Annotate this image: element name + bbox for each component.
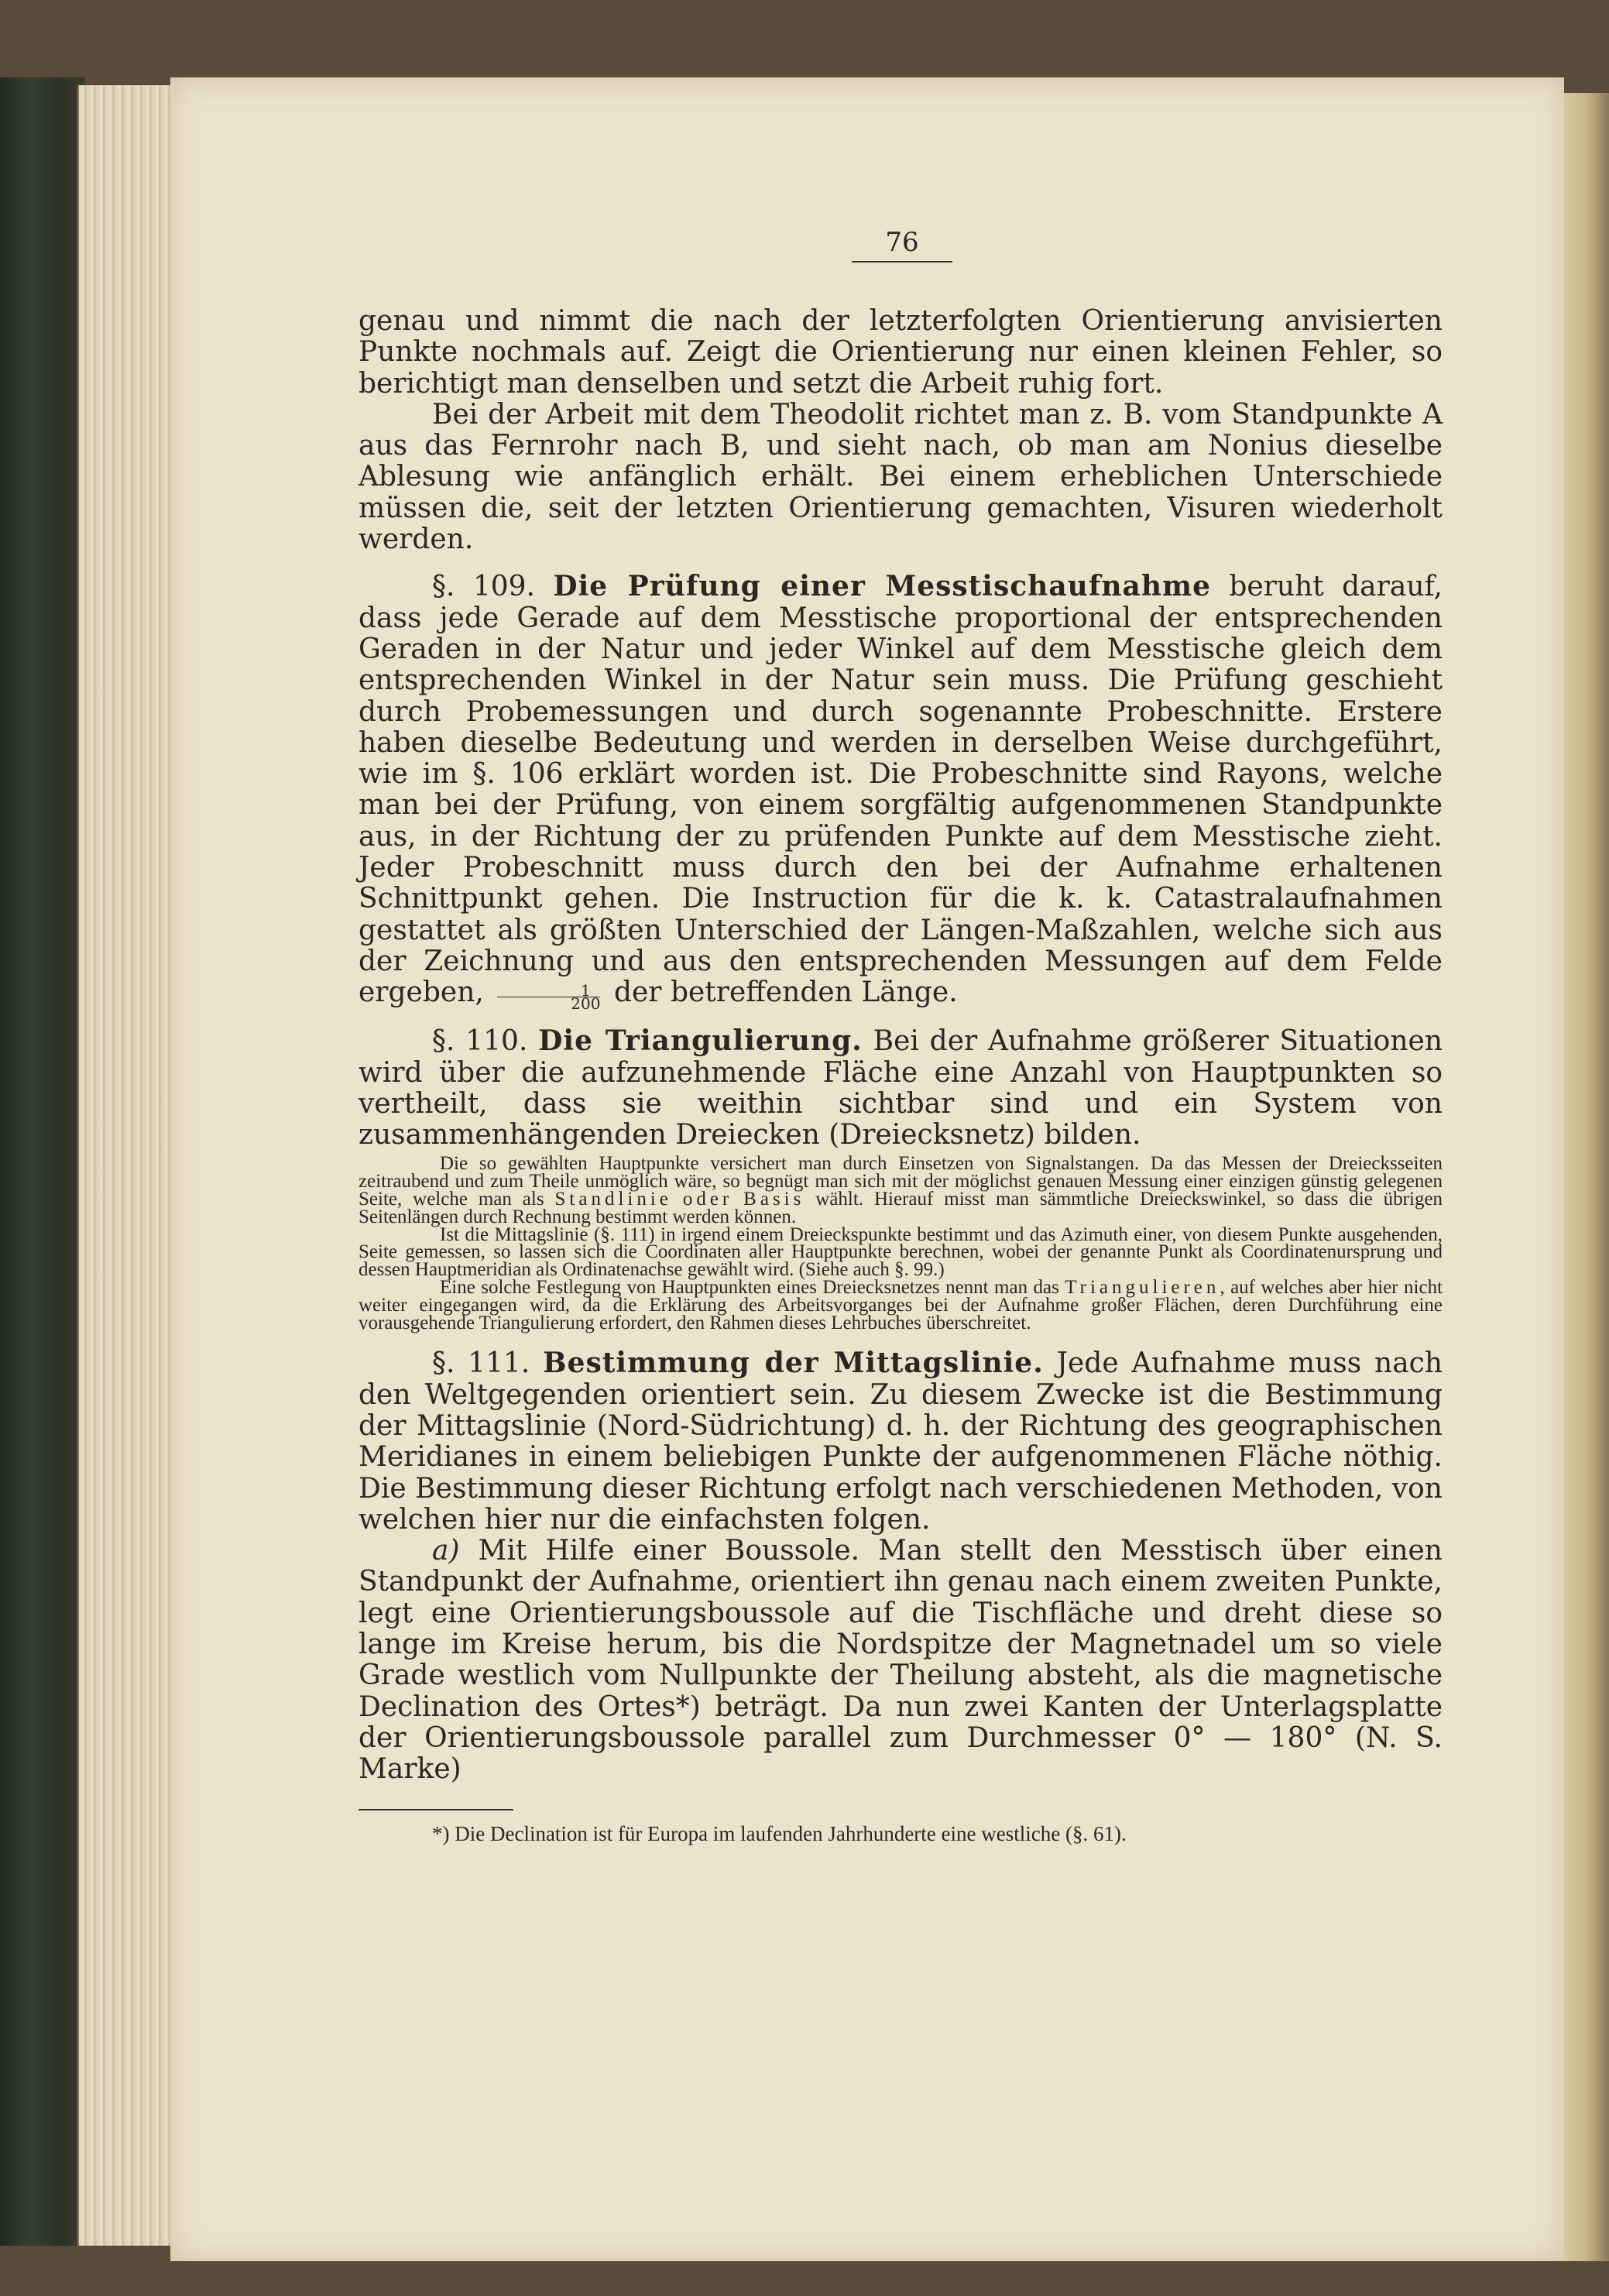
- section-111-text: Jede Aufnahme muss nach den Weltgegenden orientiert sein. Zu diesem Zwecke ist die Bestimmung der Mittagslinie (Nord-Südrichtung) d. h. der Richtung des geographischen Meridianes in einem beliebigen Punkte der aufgenommenen Fläche nöthig. Die Bestimmung dieser Richtung erfolgt nach verschiedenen Methoden, von welchen hier nur die einfachsten folgen.: [359, 1347, 1443, 1536]
- fraction-numerator: 1: [497, 984, 600, 997]
- footnote: *) Die Declination ist für Europa im laufenden Jahrhunderte eine westliche (§. 61).: [432, 1821, 1127, 1845]
- fraction: [497, 981, 601, 1014]
- section-110-heading: Die Triangulierung.: [538, 1024, 863, 1058]
- section-109-text: beruht darauf, dass jede Gerade auf dem Messtische proportional der entsprechenden Geraden in der Natur und jeder Winkel auf dem Messtische gleich dem entsprechenden Winkel in der Natur sein muss. Die Prüfung geschieht durch Probemessungen und durch sogenannte Probeschnitte. Erstere haben dieselbe Bedeutung und werden in derselben Weise durchgeführt, wie im §. 106 erklärt worden ist. Die Probeschnitte sind Rayons, welche man bei der Prüfung, von einem sorgfältig aufgenommenen Standpunkte aus, in der Richtung der zu prüfenden Punkte auf dem Messtische zieht. Jeder Probeschnitt muss durch den bei der Aufnahme erhaltenen Schnittpunkt gehen. Die Instruction für die k. k. Catastralaufnahmen gestattet als größten Unterschied der Längen-Maßzahlen, welche sich aus der Zeichnung und aus den entsprechenden Messungen auf dem Felde ergeben,: [359, 571, 1443, 1009]
- section-110: [359, 1025, 1443, 1151]
- small-paragraph-1: [359, 1155, 1443, 1226]
- small-paragraph-3: [359, 1279, 1443, 1332]
- book-spine: [0, 77, 85, 2246]
- section-111-number: §. 111.: [432, 1347, 530, 1380]
- page-content: [359, 306, 1443, 1848]
- section-109-text-end: der betreffenden Länge.: [613, 976, 958, 1009]
- section-110-text: Bei der Aufnahme größerer Situationen wird über die aufzunehmende Fläche eine Anzahl von Hauptpunkten so vertheilt, dass sie weithin sichtbar sind und ein System von zusammenhängenden Dreiecken (Dreiecksnetz) bilden.: [359, 1025, 1443, 1151]
- small-paragraph-2: Ist die Mittagslinie (§. 111) in irgend einem Dreieckspunkte bestimmt und das Azimuth einer, von diesem Punkte ausgehenden, Seite gemessen, so lassen sich die Coordinaten aller Hauptpunkte berechnen, wobei der genannte Punkt als Coordinatenursprung und dessen Hauptmeridian als Ordinatenachse gewählt wird. (Siehe auch §. 99.): [359, 1224, 1443, 1281]
- triangulieren-term: Triangulieren: [1065, 1277, 1220, 1298]
- paragraph-2: Bei der Arbeit mit dem Theodolit richtet man z. B. vom Standpunkte A aus das Fernrohr nach B, und sieht nach, ob man am Nonius dieselbe Ablesung wie anfänglich erhält. Bei einem erheblichen Unterschiede müssen die, seit der letzten Orientierung gemachten, Visuren wiederholt werden.: [359, 398, 1443, 556]
- small3-text: Eine solche Festlegung von Hauptpunkten eines Dreiecksnetzes nennt man das: [440, 1277, 1059, 1298]
- paragraph-1: genau und nimmt die nach der letzterfolgten Orientierung anvisierten Punkte nochmals auf. Zeigt die Orientierung nur einen kleinen Fehler, so berichtigt man denselben und setzt die Arbeit ruhig fort.: [359, 305, 1443, 400]
- page-number: 76: [852, 227, 952, 263]
- section-109: [359, 570, 1443, 1014]
- small1-text-end: wählt. Hierauf misst man sämmtliche Dreieckswinkel, so dass die übrigen Seitenlängen durch Rechnung bestimmt werden können.: [359, 1189, 1443, 1227]
- small3-text-end: , auf welches aber hier nicht weiter eingegangen wird, da die Erklärung des Arbeitsvorganges bei der Aufnahme großer Flächen, deren Durchführung eine vorausgehende Triangulierung erfordert, den Rahmen dieses Lehrbuches überschreitet.: [359, 1277, 1443, 1333]
- section-110-number: §. 110.: [432, 1025, 528, 1058]
- fraction-denominator: 200: [571, 994, 601, 1014]
- item-a-text: Mit Hilfe einer Boussole. Man stellt den Messtisch über einen Standpunkt der Aufnahme, orientiert ihn genau nach einem zweiten Punkte, legt eine Orientierungsboussole auf die Tischfläche und dreht diese so lange im Kreise herum, bis die Nordspitze der Magnetnadel um so viele Grade westlich vom Nullpunkte der Theilung absteht, als die magnetische Declination des Ortes*) beträgt. Da nun zwei Kanten der Unterlagsplatte der Orientierungsboussole parallel zum Durchmesser 0° — 180° (N. S. Marke): [359, 1535, 1443, 1786]
- page-edges-right: [1563, 93, 1609, 2261]
- standlinie-term: Standlinie: [554, 1189, 672, 1210]
- footnote-divider: [359, 1809, 513, 1810]
- section-111: [359, 1347, 1443, 1536]
- small1-text: Die so gewählten Hauptpunkte versichert man durch Einsetzen von Signalstangen. Da das Messen der Dreiecksseiten zeitraubend und zum Theile unmöglich wäre, so begnügt man sich mit der möglichst genauen Messung einer einzigen günstig gelegenen Seite, welche man als: [359, 1153, 1443, 1210]
- basis-term: Basis: [743, 1189, 805, 1210]
- section-109-number: §. 109.: [432, 571, 535, 603]
- section-111-heading: Bestimmung der Mittagslinie.: [543, 1347, 1044, 1380]
- section-111-a: [359, 1536, 1443, 1785]
- section-109-heading: Die Prüfung einer Messtischaufnahme: [553, 570, 1211, 603]
- item-a-label: a): [432, 1535, 460, 1567]
- oder-word: oder: [682, 1189, 733, 1210]
